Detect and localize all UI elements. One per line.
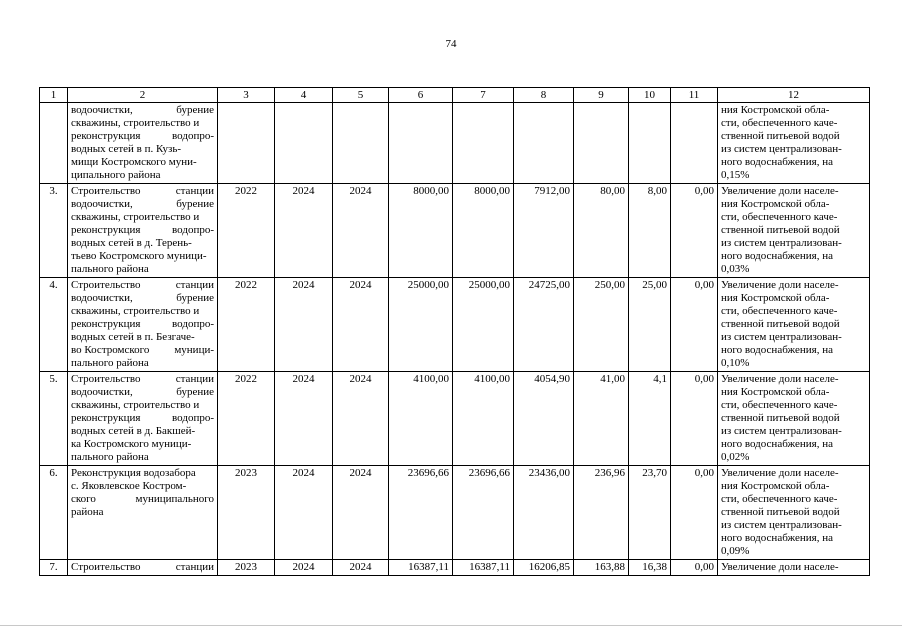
col-value-8: 24725,00: [514, 278, 574, 372]
text-line: Реконструкция водозабора: [71, 467, 196, 479]
col-total: 16387,11: [389, 560, 453, 576]
expected-result: [718, 560, 870, 576]
text-line: сти, обеспеченного каче-: [721, 305, 838, 317]
text-line: Увеличение доли населе-: [721, 561, 839, 573]
text-line: с. Яковлевское Костром-: [71, 480, 187, 492]
col-value-7: 16387,11: [453, 560, 514, 576]
text-line: [71, 318, 214, 331]
row-number: 6.: [40, 466, 68, 560]
col-header-3: 3: [218, 88, 275, 103]
text-word: станции: [175, 279, 214, 291]
project-name: [68, 278, 218, 372]
text-line: сти, обеспеченного каче-: [721, 117, 838, 129]
text-line: из систем централизован-: [721, 143, 842, 155]
col-header-10: 10: [629, 88, 671, 103]
project-name: [68, 372, 218, 466]
text-word: водоочистки,: [71, 292, 133, 304]
text-line: ния Костромской обла-: [721, 386, 830, 398]
table-row: [40, 278, 870, 372]
text-word: во Костромского: [71, 344, 150, 356]
text-line: Увеличение доли населе-: [721, 185, 839, 197]
text-word: водоочистки,: [71, 198, 133, 210]
expected-result: [718, 184, 870, 278]
project-name: [68, 103, 218, 184]
text-line: [71, 224, 214, 237]
table-row: [40, 466, 870, 560]
text-line: из систем централизован-: [721, 519, 842, 531]
table-row: [40, 560, 870, 576]
text-line: ного водоснабжения, на: [721, 344, 833, 356]
text-line: водных сетей в д. Бакшей-: [71, 425, 196, 437]
text-line: ния Костромской обла-: [721, 104, 830, 116]
col-header-8: 8: [514, 88, 574, 103]
col-value-11: [671, 103, 718, 184]
col-value-10: [629, 103, 671, 184]
text-line: ного водоснабжения, на: [721, 438, 833, 450]
text-line: ципального района: [71, 169, 161, 181]
col-value-10: 16,38: [629, 560, 671, 576]
col-value-9: 41,00: [574, 372, 629, 466]
text-line: 0,10%: [721, 357, 750, 369]
col-value-7: 4100,00: [453, 372, 514, 466]
col-end-year: [275, 103, 333, 184]
expected-result: [718, 372, 870, 466]
col-value-8: [514, 103, 574, 184]
text-word: Строительство: [71, 373, 141, 385]
col-header-7: 7: [453, 88, 514, 103]
text-word: водопро-: [172, 224, 214, 236]
text-line: пального района: [71, 451, 149, 463]
col-value-11: 0,00: [671, 372, 718, 466]
col-total: 4100,00: [389, 372, 453, 466]
text-line: Увеличение доли населе-: [721, 373, 839, 385]
col-total: 8000,00: [389, 184, 453, 278]
col-start-year: 2023: [218, 466, 275, 560]
text-line: сти, обеспеченного каче-: [721, 493, 838, 505]
text-line: ственной питьевой водой: [721, 130, 840, 142]
col-start-year: 2022: [218, 184, 275, 278]
text-line: Увеличение доли населе-: [721, 467, 839, 479]
col-year-5: [333, 103, 389, 184]
text-line: Увеличение доли населе-: [721, 279, 839, 291]
col-total: [389, 103, 453, 184]
row-number: 5.: [40, 372, 68, 466]
col-value-10: 4,1: [629, 372, 671, 466]
text-line: ния Костромской обла-: [721, 198, 830, 210]
text-word: ского: [71, 493, 96, 505]
text-word: реконструкция: [71, 318, 141, 330]
col-value-9: 80,00: [574, 184, 629, 278]
col-value-9: 250,00: [574, 278, 629, 372]
text-line: [71, 386, 214, 399]
col-header-4: 4: [275, 88, 333, 103]
text-line: водных сетей в п. Кузь-: [71, 143, 182, 155]
col-value-11: 0,00: [671, 278, 718, 372]
page-number: 74: [445, 38, 457, 50]
row-number: 7.: [40, 560, 68, 576]
expected-result: [718, 278, 870, 372]
text-word: реконструкция: [71, 412, 141, 424]
table-row: [40, 184, 870, 278]
text-line: ственной питьевой водой: [721, 506, 840, 518]
col-end-year: 2024: [275, 278, 333, 372]
text-word: станции: [175, 561, 214, 573]
col-value-10: 8,00: [629, 184, 671, 278]
text-word: бурение: [176, 198, 214, 210]
text-line: из систем централизован-: [721, 331, 842, 343]
text-word: бурение: [176, 292, 214, 304]
text-line: ственной питьевой водой: [721, 224, 840, 236]
col-header-12: 12: [718, 88, 870, 103]
text-word: водопро-: [172, 412, 214, 424]
col-value-11: 0,00: [671, 560, 718, 576]
text-line: ния Костромской обла-: [721, 480, 830, 492]
text-word: бурение: [176, 104, 214, 116]
text-line: [71, 130, 214, 143]
col-end-year: 2024: [275, 372, 333, 466]
text-line: района: [71, 506, 104, 518]
col-value-11: 0,00: [671, 466, 718, 560]
text-line: 0,09%: [721, 545, 750, 557]
text-word: станции: [175, 185, 214, 197]
text-line: скважины, строительство и: [71, 305, 200, 317]
text-line: водных сетей в д. Терень-: [71, 237, 192, 249]
row-number: 4.: [40, 278, 68, 372]
text-line: 0,03%: [721, 263, 750, 275]
text-word: бурение: [176, 386, 214, 398]
program-table: [39, 87, 870, 576]
text-line: [71, 373, 214, 386]
col-value-11: 0,00: [671, 184, 718, 278]
text-word: водоочистки,: [71, 104, 133, 116]
col-value-7: 8000,00: [453, 184, 514, 278]
text-line: [71, 104, 214, 117]
text-line: 0,02%: [721, 451, 750, 463]
col-value-9: [574, 103, 629, 184]
text-line: ного водоснабжения, на: [721, 532, 833, 544]
row-number: 3.: [40, 184, 68, 278]
text-line: [71, 412, 214, 425]
col-year-5: 2024: [333, 184, 389, 278]
text-line: [71, 344, 214, 357]
text-line: ственной питьевой водой: [721, 412, 840, 424]
text-line: сти, обеспеченного каче-: [721, 211, 838, 223]
text-word: Строительство: [71, 279, 141, 291]
text-word: водопро-: [172, 318, 214, 330]
text-line: ка Костромского муници-: [71, 438, 192, 450]
text-line: скважины, строительство и: [71, 117, 200, 129]
text-word: муниципального: [135, 493, 214, 505]
col-header-1: 1: [40, 88, 68, 103]
col-end-year: 2024: [275, 560, 333, 576]
col-year-5: 2024: [333, 278, 389, 372]
text-line: [71, 198, 214, 211]
col-total: 25000,00: [389, 278, 453, 372]
text-line: [71, 561, 214, 574]
col-start-year: 2022: [218, 372, 275, 466]
text-line: [71, 185, 214, 198]
col-year-5: 2024: [333, 560, 389, 576]
project-name: [68, 560, 218, 576]
text-line: из систем централизован-: [721, 425, 842, 437]
table-body: [40, 103, 870, 576]
text-word: реконструкция: [71, 224, 141, 236]
text-line: 0,15%: [721, 169, 750, 181]
text-word: станции: [175, 373, 214, 385]
text-line: [71, 292, 214, 305]
text-line: пального района: [71, 357, 149, 369]
text-line: ного водоснабжения, на: [721, 250, 833, 262]
col-year-5: 2024: [333, 372, 389, 466]
project-name: [68, 466, 218, 560]
text-line: скважины, строительство и: [71, 399, 200, 411]
col-end-year: 2024: [275, 466, 333, 560]
col-start-year: 2022: [218, 278, 275, 372]
text-word: Строительство: [71, 561, 141, 573]
text-line: ного водоснабжения, на: [721, 156, 833, 168]
text-line: мищи Костромского муни-: [71, 156, 197, 168]
col-value-7: [453, 103, 514, 184]
col-value-8: 4054,90: [514, 372, 574, 466]
text-word: реконструкция: [71, 130, 141, 142]
text-word: водоочистки,: [71, 386, 133, 398]
col-end-year: 2024: [275, 184, 333, 278]
text-line: ния Костромской обла-: [721, 292, 830, 304]
text-line: ственной питьевой водой: [721, 318, 840, 330]
col-value-8: 7912,00: [514, 184, 574, 278]
text-line: сти, обеспеченного каче-: [721, 399, 838, 411]
text-word: Строительство: [71, 185, 141, 197]
project-name: [68, 184, 218, 278]
col-value-8: 16206,85: [514, 560, 574, 576]
text-line: [71, 493, 214, 506]
col-start-year: [218, 103, 275, 184]
page-bottom-rule: [0, 625, 902, 626]
row-number: [40, 103, 68, 184]
col-value-7: 25000,00: [453, 278, 514, 372]
text-word: муници-: [174, 344, 214, 356]
text-line: тьево Костромского муници-: [71, 250, 207, 262]
col-header-5: 5: [333, 88, 389, 103]
col-header-9: 9: [574, 88, 629, 103]
expected-result: [718, 466, 870, 560]
column-number-row: [40, 88, 870, 103]
col-value-9: 163,88: [574, 560, 629, 576]
col-total: 23696,66: [389, 466, 453, 560]
col-header-11: 11: [671, 88, 718, 103]
table-row: [40, 372, 870, 466]
text-line: водных сетей в п. Безгаче-: [71, 331, 195, 343]
col-value-10: 23,70: [629, 466, 671, 560]
text-line: из систем централизован-: [721, 237, 842, 249]
col-value-7: 23696,66: [453, 466, 514, 560]
col-value-10: 25,00: [629, 278, 671, 372]
col-header-2: 2: [68, 88, 218, 103]
text-line: пального района: [71, 263, 149, 275]
text-word: водопро-: [172, 130, 214, 142]
text-line: скважины, строительство и: [71, 211, 200, 223]
text-line: [71, 279, 214, 292]
col-value-8: 23436,00: [514, 466, 574, 560]
table-row: [40, 103, 870, 184]
col-header-6: 6: [389, 88, 453, 103]
col-value-9: 236,96: [574, 466, 629, 560]
col-start-year: 2023: [218, 560, 275, 576]
col-year-5: 2024: [333, 466, 389, 560]
expected-result: [718, 103, 870, 184]
